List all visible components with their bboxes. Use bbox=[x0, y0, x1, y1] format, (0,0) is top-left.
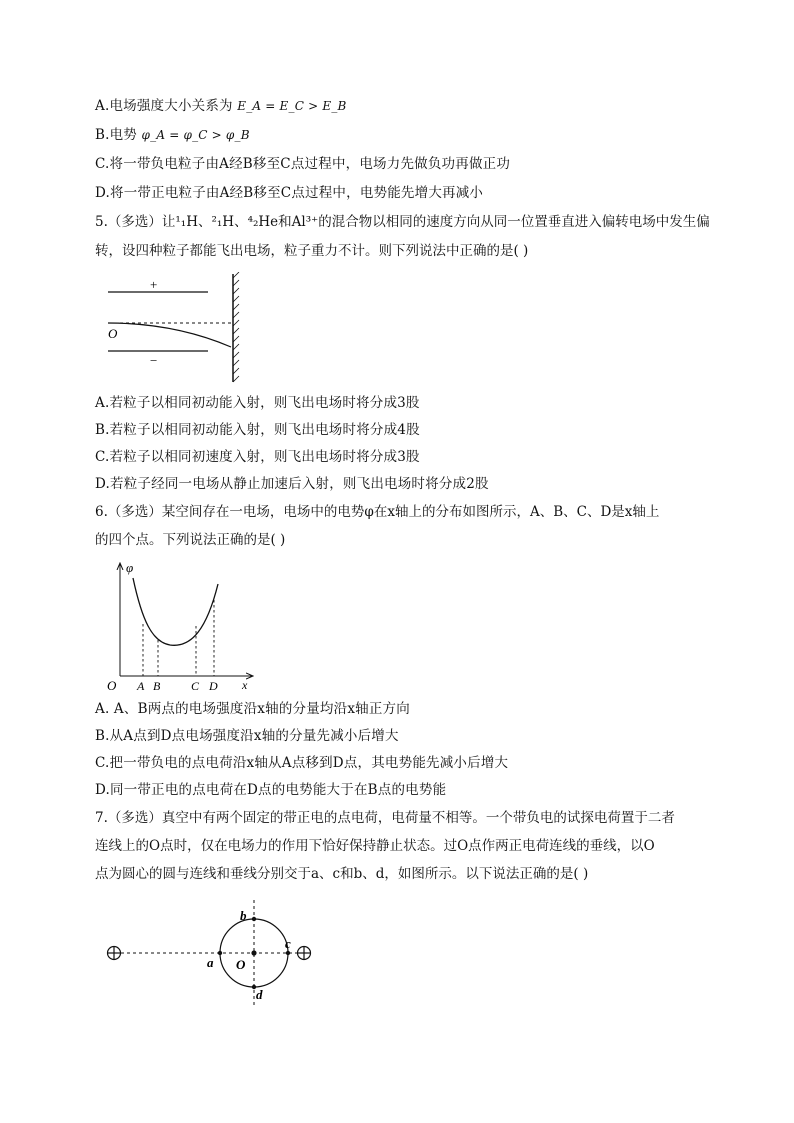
q5-option-c: C.若粒子以相同初速度入射，则飞出电场时将分成3股 bbox=[95, 449, 420, 465]
q6-option-b: B.从A点到D点电场强度沿x轴的分量先减小后增大 bbox=[95, 728, 399, 744]
q7-label-o: O bbox=[236, 957, 246, 972]
q5-trajectory bbox=[108, 323, 231, 347]
q5-plus-sign: + bbox=[150, 277, 158, 292]
q5-stem-line2: 转，设四种粒子都能飞出电场，粒子重力不计。则下列说法中正确的是( ) bbox=[95, 243, 529, 259]
q6-potential-graph bbox=[102, 558, 262, 694]
q7-stem-line1: 7.（多选）真空中有两个固定的带正电的点电荷，电荷量不相等。一个带负电的试探电荷置于二者 bbox=[95, 810, 675, 826]
q6-option-c: C.把一带负电的点电荷沿x轴从A点移到D点，其电势能先减小后增大 bbox=[95, 755, 509, 771]
q7-stem-line2: 连线上的O点时，仅在电场力的作用下恰好保持静止状态。过O点作两正电荷连线的垂线，以O bbox=[95, 838, 655, 854]
q7-point-o bbox=[251, 950, 256, 955]
q7-label-d: d bbox=[256, 987, 263, 1002]
q6-potential-curve bbox=[133, 578, 218, 645]
q5-stem-line1: 5.（多选）让¹₁H、²₁H、⁴₂He和Al³⁺的混合物以相同的速度方向从同一位置垂直进入偏转电场中发生偏 bbox=[95, 214, 710, 230]
q5-origin-label: O bbox=[108, 326, 118, 341]
q4-option-b: B.电势 φ_A = φ_C > φ_B bbox=[95, 127, 250, 143]
q7-point-a bbox=[218, 951, 222, 955]
q7-point-b bbox=[252, 917, 256, 921]
q5-option-b: B.若粒子以相同初动能入射，则飞出电场时将分成4股 bbox=[95, 422, 420, 438]
q6-point-a: A bbox=[137, 679, 145, 693]
q6-point-b: B bbox=[153, 679, 161, 693]
q6-guide-lines bbox=[143, 600, 214, 676]
q4-option-b-formula: φ_A = φ_C > φ_B bbox=[141, 128, 250, 142]
q6-stem-line1: 6.（多选）某空间存在一电场，电场中的电势φ在x轴上的分布如图所示，A、B、C、D是x轴上 bbox=[95, 504, 660, 520]
q4-option-a: A.电场强度大小关系为 E_A = E_C > E_B bbox=[95, 98, 347, 114]
q7-left-positive-charge bbox=[108, 947, 121, 960]
q6-option-a: A. A、B两点的电场强度沿x轴的分量均沿x轴正方向 bbox=[95, 701, 410, 717]
q7-label-c: c bbox=[285, 936, 291, 951]
q7-stem-line3: 点为圆心的圆与连线和垂线分别交于a、c和b、d，如图所示。以下说法正确的是( ) bbox=[95, 866, 589, 882]
q4-option-c: C.将一带负电粒子由A经B移至C点过程中，电场力先做负功再做正功 bbox=[95, 156, 511, 172]
q6-point-d: D bbox=[209, 679, 218, 693]
q7-label-a: a bbox=[207, 955, 214, 970]
q6-origin-label: O bbox=[107, 678, 117, 693]
q6-y-axis-label: φ bbox=[126, 560, 134, 575]
q4-option-d: D.将一带正电粒子由A经B移至C点过程中，电势能先增大再减小 bbox=[95, 185, 484, 201]
q7-right-positive-charge bbox=[298, 947, 311, 960]
q7-charges-figure bbox=[100, 894, 330, 1008]
q5-minus-sign: − bbox=[150, 353, 158, 368]
q6-x-axis-label: x bbox=[242, 678, 248, 692]
q7-point-c bbox=[286, 951, 290, 955]
q4-option-a-formula: E_A = E_C > E_B bbox=[237, 99, 347, 113]
q5-screen-hatch bbox=[233, 272, 239, 382]
q6-option-d: D.同一带正电的点电荷在D点的电势能大于在B点的电势能 bbox=[95, 782, 447, 798]
q7-label-b: b bbox=[240, 908, 247, 923]
q5-option-a: A.若粒子以相同初动能入射，则飞出电场时将分成3股 bbox=[95, 395, 420, 411]
q5-deflection-figure bbox=[100, 272, 250, 384]
q6-stem-line2: 的四个点。下列说法正确的是( ) bbox=[95, 532, 286, 548]
q5-option-d: D.若粒子经同一电场从静止加速后入射，则飞出电场时将分成2股 bbox=[95, 476, 489, 492]
q6-point-c: C bbox=[191, 679, 200, 693]
